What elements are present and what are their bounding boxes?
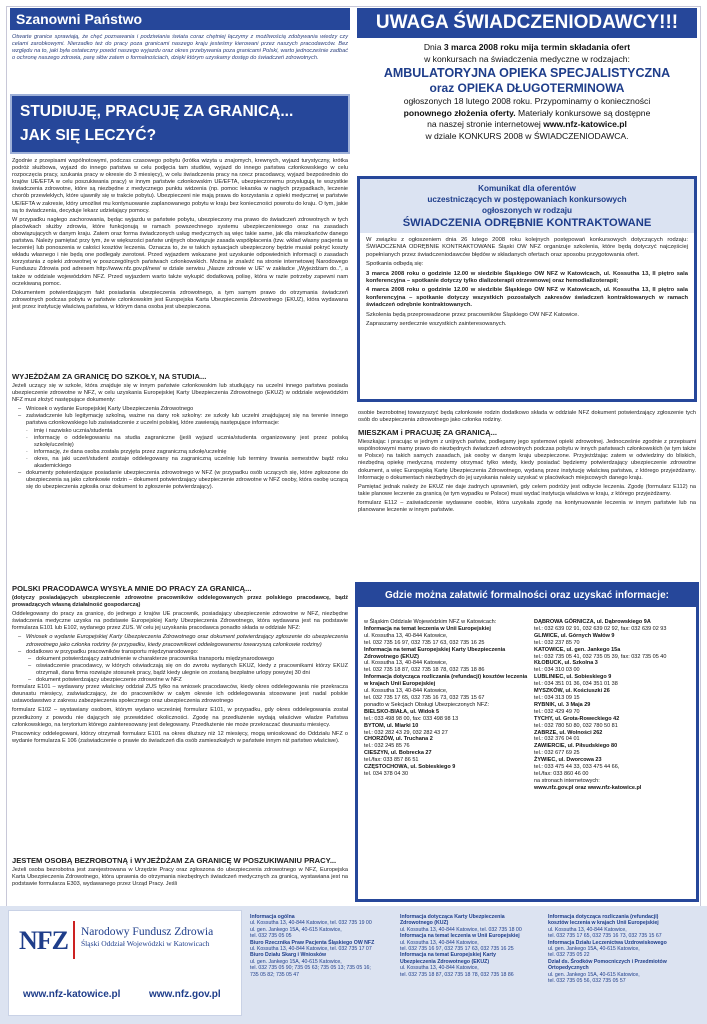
list-item: DĄBROWA GÓRNICZA, ul. Dąbrowskiego 9A: [534, 619, 651, 625]
list-item: Informacja na temat leczenia w Unii Europejskiej: [364, 625, 491, 632]
list-item: ul. Kossutha 13, 40-844 Katowice, tel. 032 735 19 00: [250, 920, 372, 927]
gdzie-title-bar: [358, 585, 696, 607]
list-item: – zaświadczenie lub legitymację szkolną, ważne na dany rok szkolny: ze szkoły lub uczelni znajdującej się na terenie innego państwa członkowskiego lub zaświadczenie z uczelni polskiej, które zawierają następujące informacje:: [20, 413, 348, 427]
nfz-logo: NFZ: [19, 926, 68, 955]
list-item: – dokument potwierdzający zatrudnienie w charakterze pracownika transportu międzynarodowego: [30, 656, 348, 663]
pracodawca-section: POLSKI PRACODAWCA WYSYŁA MNIE DO PRACY ZA GRANICĄ... (dotyczy posiadających ubezpieczenie zdrowotne pracowników oddelegowanych przez polskiego pracodawcę, bądź prowadzących własną działalność gospodarczą) Oddelegowany do pracy za granicę, do jednego z krajów UE pracownik, posiadający ubezpieczenie zdrowotne w NFZ, niezbędne świadczenia medyczne uzyska na podstawie Europejskiej Karty Ubezpieczenia Zdrowotnego, która wydawana jest na podstawie formularza E101 lub E102, wydanego przez ZUS. W celu jej uzyskania pracodawca ponadto składa w oddziale NFZ: – Wniosek o wydanie Europejskiej Karty Ubezpieczenia Zdrowotnego oraz dokument potwierdzający zgłoszenie do ubezpieczenia zdrowotnego jako członka rodziny (w przypadku, kiedy pracownikowi oddelegowanemu towarzyszą członkowie rodziny) – dodatkowo w przypadku pracowników transportu międzynarodowego: – dokument potwierdzający zatrudnienie w charakterze pracownika transportu międzynarodowego – oświadczenie pracodawcy, w których oświadczają się on do zwrotu wydanych EKUZ, kiedy z pracownikami którzy EKUZ otrzymali, dana firma rozwiąże stosunek pracy, bądź kiedy ulegnie on zostaną bezpłatne urlopy powyżej 30 dni – dokument potwierdzający ubezpieczenie zdrowotne w NFZ formularz E101 – wydawany przez właściwy oddział ZUS tylko na wniosek pracodawców, kiedy okres oddelegowania nie przekracza dwunastu miesięcy, zaświadczający, że do pracowników w całym okresie ich oddelegowania stosowane jest nadal polskie ustawodawstwo z zakresu zabezpieczenia społecznego oraz ubezpieczenia zdrowotnego formularz E102 – wystawiany osobom, którym wydano wcześniej formularz E101, w przypadku, gdy okres oddelegowania został przedłużony z powodu nie dających się przewidzieć okoliczności. Zgodę na przedłużenie wydają właściwe władze Państwa członkowskiego, na terytorium którego zainteresowany jest delegowany. Przedłużenie nie może przekraczać dwunastu miesięcy. Pracownicy oddelegowani, którzy otrzymali formularz E101 na okres dłuższy niż 12 miesięcy, mogą wnioskować do Oddziału NFZ o wydanie formularza E 106 (zaświadczenie o prawie do świadczeń dla osób zamieszkałych w państwie innym niż państwo właściwe).: [12, 580, 348, 747]
szkola-section: WYJEŻDŻAM ZA GRANICĘ DO SZKOŁY, NA STUDIA... Jeżeli uczący się w szkole, która znajduje się w innym państwie członkowskim lub studiujący na uczelni innego państwa posiada ubezpieczenie zdrowotne w NFZ, w celu uzyskania Europejskiej Karty Ubezpieczenia Zdrowotnego (EKUZ) w oddziale wojewódzkim NFZ musi złożyć następujące dokumenty: – Wniosek o wydanie Europejskiej Karty Ubezpieczenia Zdrowotnego – zaświadczenie lub legitymację szkolną, ważne na dany rok szkolny: ze szkoły lub uczelni znajdującej się na terenie innego państwa członkowskiego lub zaświadczenie z uczelni polskiej, które zawierają następujące informacje: · imię i nazwisko ucznia/studenta · informację o oddelegowaniu na studia zagraniczne (jeśli wyjazd ucznia/studenta organizowany jest przez polską szkołę/uczelnię) · informację, że dana osoba została przyjęta przez zagraniczną szkołę/uczelnię · okres, na jaki uczeń/student zostaje oddelegowany na zagraniczną uczelnię lub terminy trwania semestrów bądź roku akademickiego – dokumenty potwierdzające posiadanie ubezpieczenia zdrowotnego w NFZ (w przypadku osób uczących się, które zgłoszone do ubezpieczenia są jako członkowie rodzin – dokument potwierdzający ubezpieczenie zdrowotne w NFZ osoby, która osobę uczącą się do ubezpieczenia zgłosiła oraz dokument to zgłoszenie potwierdzający).: [12, 368, 348, 491]
contacts-right: [534, 619, 696, 792]
komunikat-title: ŚWIADCZENIA ODRĘBNIE KONTRAKTOWANE: [402, 217, 652, 229]
contacts-left: [364, 619, 532, 778]
list-item: na stronach internetowych:: [534, 777, 600, 784]
list-item: · okres, na jaki uczeń/student zostaje oddelegowany na zagraniczną uczelnię lub terminy trwania semestrów bądź roku akademickiego: [28, 456, 348, 470]
uwaga-title-bar: [357, 8, 697, 38]
uwaga-big-2: oraz OPIEKA DŁUGOTERMINOWA: [429, 81, 625, 96]
list-item: Informacja Działu Leczenictwa Uzdrowiskowego: [548, 939, 667, 946]
list-item: Informacja na temat Europejskiej Karty: [400, 952, 497, 959]
studiuje-header: [10, 94, 350, 154]
list-item: Informacja dotycząca rozliczania (refundacji): [548, 914, 659, 920]
greeting-text: Otwarte granice sprawiają, że chęć poznawania i podziwiania świata coraz chętniej łączymy z możliwością zdobywania wiedzy czy celami zarobkowymi. Nierzadko też do pracy poza granicami naszego kraju jesteśmy kierowani przez naszych pracodawców. Bez względu na to, jaki była ostateczny powód naszego wyjazdu oraz okres przebywania poza granicami Polski, warto jednocześnie zadbać o ochronę naszego zdrowia, parę słów zatem o formalnościach, dzięki którym uzyskamy dostęp do świadczeń zdrowotnych.: [12, 34, 348, 62]
list-item: tel. 032 735 17 65, 032 735 16 73, 032 735 15 67: [364, 694, 485, 701]
footer-col-1: [250, 914, 396, 978]
list-item: ul. Kossutha 13, 40-844 Katowice, tel. 032 735 18 00: [400, 926, 522, 933]
list-item: tel.: 032 237 85 70: [534, 639, 580, 646]
list-item: tel.: 034 310 03 00: [534, 667, 580, 674]
uwaga-title: UWAGA ŚWIADCZENIODAWCY!!!: [375, 12, 679, 33]
org-branch: Śląski Oddział Wojewódzki w Katowicach: [81, 939, 210, 948]
list-item: ZAWIERCIE, ul. Piłsudskiego 80: [534, 743, 618, 750]
list-item: · imię i nazwisko ucznia/studenta: [28, 428, 348, 435]
list-item: tel. 034 378 04 30: [364, 770, 409, 777]
list-item: ŻYWIEC, ul. Dworcowa 23: [534, 757, 602, 764]
list-item: Informacja dotycząca Karty Ubezpieczenia: [400, 914, 505, 920]
list-item: 735 05 82; 735 05 47: [250, 971, 300, 978]
szkola-title: WYJEŻDŻAM ZA GRANICĘ DO SZKOŁY, NA STUDIA...: [12, 372, 207, 381]
list-item: tel.: 032 282 43 29, 032 282 43 27: [364, 729, 448, 736]
list-item: KATOWICE, ul. gen. Jankego 15a: [534, 646, 621, 653]
list-item: ul. gen. Jankego 15A, 40-615 Katowice,: [250, 958, 342, 965]
list-item: tel.: 032 677 69 25: [534, 750, 580, 757]
list-item: Informacja na temat leczenia w Unii Europejskiej: [400, 933, 520, 940]
list-item: tel.: 032 376 04 01: [534, 736, 580, 743]
list-item: TYCHY, ul. Grota-Roweckiego 42: [534, 715, 620, 722]
list-item: LUBLINIEC, ul. Sobieskiego 9: [534, 674, 612, 681]
komunikat-header: Komunikat dla oferentów uczestniczących w postępowaniach konkursowych ogłoszonych w rodzaju ŚWIADCZENIA ODRĘBNIE KONTRAKTOWANE: [360, 179, 694, 233]
list-item: tel./fax: 033 857 86 51: [364, 757, 419, 764]
list-item: tel.: 032 639 02 91, 032 639 02 92, fax: 032 639 02 93: [534, 625, 667, 632]
greeting-title: Szanowni Państwo: [16, 11, 143, 27]
list-item: tel. 032 735 05 22: [548, 952, 590, 959]
list-item: Informacja dotycząca rozliczania (refundacji) kosztów leczenia w krajach Unii Europejskiej: [364, 674, 528, 688]
footer-col-2: [400, 914, 546, 978]
list-item: tel. 032 735 05 90; 735 05 63; 735 05 13; 735 05 16;: [250, 965, 371, 972]
list-item: ul. Kossutha 13, 40-844 Katowice, tel. 032 735 17 07: [250, 946, 372, 953]
gdzie-box: [355, 582, 699, 902]
mieszkam-title: MIESZKAM i PRACUJĘ ZA GRANICĄ...: [358, 428, 497, 438]
list-item: Biuro Działu Skarg i Wniosków: [250, 952, 327, 959]
list-item: ul. gen. Jankego 15A, 40-615 Katowice,: [548, 971, 640, 978]
list-item: GLIWICE, ul. Górnych Wałów 9: [534, 632, 615, 639]
list-item: – Wniosek o wydanie Europejskiej Karty Ubezpieczenia Zdrowotnego oraz dokument potwierdzający zgłoszenie do ubezpieczenia zdrowotnego jako członka rodziny (w przypadku, kiedy pracownikowi oddelegowanemu towarzyszą członkowie rodziny): [20, 634, 348, 648]
nfz-gov-website-link[interactable]: www.nfz.gov.pl: [149, 989, 221, 1000]
list-item: ul. gen. Jankego 15A, 40-615 Katowice,: [250, 926, 342, 933]
list-item: ul. Kossutha 13, 40-844 Katowice,: [548, 926, 627, 933]
list-item: ul. Kossutha 13, 40-844 Katowice,: [400, 965, 479, 972]
nfz-katowice-website-link[interactable]: www.nfz-katowice.pl: [23, 989, 121, 1000]
list-item: ponadto w Sekcjach Obsługi Ubezpieczonych NFZ:: [364, 701, 490, 708]
list-item: Ortopedycznych: [548, 965, 589, 972]
studiuje-body: Zgodnie z przepisami wspólnotowymi, podczas czasowego pobytu (krótka wizyta u znajomych, krewnych, wyjazd turystyczny, krótka podróż służbowa, wyjazd do innego państwa w celu podjęcia tam studiów, wyjazd do innego państwa członkowskiego w celu rozpoczęcia pracy, szukania pracy w okresie do 3 miesięcy), w celu świadczenia pracy na rzecz pracodawcy, wyjazd bezpośrednio do krajów UE/EFTA w celu poszukiwania pracy) w innym państwie członkowskim UE/EFTA, ubezpieczonemu przysługują te wszystkie świadczenia zdrowotne, które są niezbędne z medycznego punktu widzenia (np. pomoc lekarska w nagłych przypadkach, leczenie chorób przewlekłych, które ujawniły się w trakcie pobytu). Ubezpieczeni nie mają prawa do korzystania z opieki medycznej w państwie UE/EFTA w zakresie, który umożliwi mu kontynuowanie zaplanowanego pobytu w kraju bez konieczności powrotu do kraju. O tym, jakie są to świadczenia, decyduje lekarz udzielający pomocy. W przypadku nagłego zachorowania, będąc wyjazdu w państwie pobytu, ubezpieczony ma prawo do świadczeń zdrowotnych w tych placówkach służby zdrowia, które funkcjonują w ramach powszechnego systemu ubezpieczeniowego oraz na zasadach obowiązujących w danym kraju. Zatem oraz forma świadczonych usług medycznych są więc takie same, jak dla mieszkańców danego państwa. Należy pamiętać przy tym, że w większości państw unijnych obowiązuje zasada współpłacenia (tzw. wkład własny pacjenta w leczenie) lub ponoszenia w całości kosztów leczenia. Oznacza to, że w takich sytuacjach ubezpieczony będzie musiał pokryć koszty wkładu własnego i nie będą one podlegały zwrotowi. Przed wyjazdem wskazane jest uzyskanie odpowiednich informacji o zasadach korzystania z opieki zdrowotnej w poszczególnych państwach członkowskich. Można je znaleźć na stronie internetowej Narodowego Funduszu Zdrowia pod adresem http://www.nfz.gov.pl/new/ w dziale serwisu „Nasze zdrowie w UE” w zakładce „Wyjeżdżam do..”, a także w oddziale wojewódzkim NFZ. Przed wyjazdem warto także wykupić dodatkową polisę, która w razie potrzeby zapewni nam oczekiwaną pomoc. Dokumentem potwierdzającym fakt posiadania ubezpieczenia zdrowotnego, a tym samym prawo do otrzymania świadczeń zdrowotnych podczas pobytu w państwie członkowskim jest Europejska Karta Ubezpieczenia Zdrowotnego (EKUZ), która wydawana jest przez instytucję właściwą państwa, w którym dana osoba jest ubezpieczona.: [12, 158, 348, 310]
mieszkam-section: osobie bezrobotnej towarzyszyć będą członkowie rodzin dodatkowo składa w oddziale NFZ dokument potwierdzający zgłoszenie tych osób do ubezpieczenia zdrowotnego jako członka rodziny. MIESZKAM i PRACUJĘ ZA GRANICĄ... Mieszkając i pracując w jednym z unijnych państw, podlegamy jego systemowi opieki zdrowotnej. Jednocześnie zgodnie z przepisami wspólnotowymi mamy prawo do niezbędnych świadczeń zdrowotnych podczas pobytu w innych państwach członkowskich (w tym także w Polsce) na takich samych zasadach, jak osoby w danym kraju ubezpieczone. Przyjeżdżając zatem w odwiedziny do bliskich, niezbędną opiekę medyczną możemy otrzymać tylko wtedy, kiedy posiadać będziemy potwierdzający ubezpieczenie zdrowotne dokument, a więc Europejską Kartę Ubezpieczenia Zdrowotnego, wydaną przez instytucję właściwą państwa, z którego przyjeżdżamy. Informację o dokumentach niezbędnych do jej uzyskania należy uzyskać w placówkach miejscowych danego kraju. Pamiętać jednak należy że EKUZ nie daje żadnych uprawnień, gdy celem podróży jest odbycie leczenia. Zgodę (formularz E112) na takie planowe leczenie za granicą (w tym wypadku w Polsce) musi wydać instytucja właściwa w kraju, z którego przyjeżdżamy. formularz E112 – zaświadczenie wydawane osobie, która uzyskała zgodę na kontynuowanie leczenia w innym państwie lub na planowane leczenie w innym państwie.: [358, 410, 696, 514]
list-item: Zdrowotnego (KUZ): [400, 920, 449, 927]
list-item: tel.: 032 780 50 80, 032 780 50 81: [534, 722, 618, 729]
logo-divider: [73, 921, 75, 959]
list-item: Biuro Rzecznika Praw Pacjenta Śląskiego OW NFZ: [250, 939, 375, 946]
list-item: tel.: 032 245 85 76: [364, 743, 410, 750]
uwaga-text: Dnia 3 marca 2008 roku mija termin składania ofert w konkursach na świadczenia medyczne w rodzajach: AMBULATORYJNA OPIEKA SPECJALISTYCZNA oraz OPIEKA DŁUGOTERMINOWA ogłoszonych 18 lutego 2008 roku. Przypominamy o konieczności ponownego złożenia oferty. Materiały konkursowe są dostępne na naszej stronie internetowej www.nfz-katowice.pl w dziale KONKURS 2008 w ŚWIADCZENIODAWCA.: [357, 42, 697, 143]
list-item: tel. 032 735 16 97, 032 735 17 63, 032 735 16 25: [400, 946, 514, 953]
list-item: tel./fax: 033 860 46 00: [534, 770, 589, 777]
list-item: CZĘSTOCHOWA, ul. Sobieskiego 9: [364, 764, 456, 771]
list-item: kosztów leczenia w krajach Unii Europejskiej: [548, 920, 659, 927]
gdzie-title: Gdzie można załatwić formalności oraz uzyskać informacje:: [385, 590, 669, 601]
list-item: CHORZÓW, ul. Truchana 2: [364, 736, 433, 743]
studiuje-title-2: JAK SIĘ LECZYĆ?: [20, 127, 157, 144]
list-item: Informacja na temat Europejskiej Karty Ubezpieczenia Zdrowotnego (EKUZ): [364, 646, 506, 660]
list-item: ul. gen. Jankego 15A, 40-615 Katowice,: [548, 946, 640, 953]
list-item: www.nfz.gov.pl oraz www.nfz-katowice.pl: [534, 784, 642, 791]
list-item: – Wniosek o wydanie Europejskiej Karty Ubezpieczenia Zdrowotnego: [20, 406, 348, 413]
list-item: ZABRZE, ul. Wolności 262: [534, 729, 603, 736]
list-item: ul. Kossutha 13, 40-844 Katowice,: [364, 688, 448, 695]
list-item: tel.: 034 313 09 15: [534, 694, 580, 701]
list-item: KŁOBUCK, ul. Szkolna 3: [534, 660, 598, 667]
pracodawca-title: POLSKI PRACODAWCA WYSYŁA MNIE DO PRACY ZA GRANICĄ...: [12, 584, 252, 593]
list-item: tel. 032 735 18 87, 032 735 18 78, 032 735 18 86: [400, 971, 514, 978]
list-item: RYBNIK, ul. 3 Maja 29: [534, 701, 591, 708]
list-item: Ubezpieczenia Zdrowotnego (EKUZ): [400, 958, 490, 965]
list-item: tel. 032 735 18 87, 032 735 18 78, 032 735 18 86: [364, 667, 485, 674]
list-item: tel. 032 735 17 65, 032 735 16 73, 032 735 15 67: [548, 933, 662, 940]
org-name: Narodowy Fundusz Zdrowia: [81, 926, 214, 938]
komunikat-box: Komunikat dla oferentów uczestniczących w postępowaniach konkursowych ogłoszonych w rodzaju ŚWIADCZENIA ODRĘBNIE KONTRAKTOWANE W związku z ogłoszeniem dnia 26 lutego 2008 roku kolejnych postępowań konkursowych dotyczących rodzaju: ŚWIADCZENIA ODRĘBNIE KONTRAKTOWANE Śląski OW NFZ organizuje szkolenia, które będą dotyczyć najczęściej popełnianych przez świadczeniodawców błędów w składanych ofertach oraz sposobu przygotowania ofert. Spotkania odbędą się: 3 marca 2008 roku o godzinie 12.00 w siedzibie Śląskiego OW NFZ w Katowicach, ul. Kossutha 13, II piętro sala konferencyjna – spotkanie dotyczy tylko dializoterapii otrzewnowej oraz hemodializoterapii; 4 marca 2008 roku o godzinie 12.00 w siedzibie Śląskiego OW NFZ w Katowicach, ul. Kossutha 13, II piętro sala konferencyjna – spotkanie dotyczy wszystkich pozostałych zakresów świadczeń kontraktowanych w ramach świadczeń odrębnie kontraktowanych. Szkolenia będą przeprowadzone przez pracowników Śląskiego OW NFZ Katowice. Zapraszamy serdecznie wszystkich zainteresowanych.: [357, 176, 697, 402]
list-item: tel. 032 735 16 97, 032 735 17 63, 032 735 16 25: [364, 639, 485, 646]
list-item: – dokument potwierdzający ubezpieczenie zdrowotne w NFZ: [30, 677, 348, 684]
list-item: tel.: 032 429 49 70: [534, 708, 580, 715]
footer-logo-panel: [8, 910, 242, 1016]
list-item: · informację o oddelegowaniu na studia zagraniczne (jeśli wyjazd ucznia/studenta organizowany jest przez polską szkołę/uczelnię): [28, 435, 348, 449]
bezrobotny-section: JESTEM OSOBĄ BEZROBOTNĄ i WYJEŻDŻAM ZA GRANICĘ W POSZUKIWANIU PRACY... Jeżeli osoba bezrobotna jest zarejestrowana w Urzędzie Pracy oraz zgłoszona do ubezpieczenia zdrowotnego w NFZ, Europejska Karta Ubezpieczenia Zdrowotnego, która uprawnia do otrzymania niezbędnych świadczeń medycznych za granicą, wystawiana jest na podstawie formularza E303, wydawanego przez Urząd Pracy. Jeśli: [12, 856, 348, 888]
list-item: tel.: 033 498 98 00, fax: 033 498 98 13: [364, 715, 459, 722]
list-item: BIELSKO-BIAŁA, ul. Widok 5: [364, 708, 440, 715]
list-item: ul. Kossutha 13, 40-844 Katowice,: [364, 660, 448, 667]
list-item: Informacja ogólna: [250, 914, 295, 920]
list-item: MYSZKÓW, ul. Kościuszki 26: [534, 688, 610, 695]
list-item: tel.: 034 351 01 36, 034 351 01 38: [534, 681, 618, 688]
list-item: BYTOM, ul. Miarki 10: [364, 722, 419, 729]
bezrobotny-title: JESTEM OSOBĄ BEZROBOTNĄ i WYJEŻDŻAM ZA GRANICĘ W POSZUKIWANIU PRACY...: [12, 856, 337, 865]
list-item: · informację, że dana osoba została przyjęta przez zagraniczną szkołę/uczelnię: [28, 449, 348, 456]
list-item: w Śląskim Oddziale Wojewódzkim NFZ w Katowicach:: [364, 619, 497, 625]
list-item: – dodatkowo w przypadku pracowników transportu międzynarodowego:: [20, 649, 348, 656]
list-item: tel.: 033 475 44 33, 033 475 44 66,: [534, 764, 620, 771]
list-item: CIESZYN, ul. Bobrecka 27: [364, 750, 432, 757]
list-item: ul. Kossutha 13, 40-844 Katowice,: [364, 632, 448, 639]
list-item: ul. Kossutha 13, 40-844 Katowice,: [400, 939, 479, 946]
list-item: tel. 032 735 05 05: [250, 933, 292, 940]
list-item: tel.: 032 735 05 41, 032 735 05 39, fax: 032 735 05 40: [534, 653, 667, 660]
list-item: tel. 032 735 05 56, 032 735 05 57: [548, 978, 626, 985]
list-item: – dokumenty potwierdzające posiadanie ubezpieczenia zdrowotnego w NFZ (w przypadku osób uczących się, które zgłoszone do ubezpieczenia są jako członkowie rodzin – dokument potwierdzający ubezpieczenie zdrowotne w NFZ osoby, która osobę uczącą się do ubezpieczenia zgłosiła oraz dokument to zgłoszenie potwierdzający).: [20, 470, 348, 491]
studiuje-title-1: STUDIUJĘ, PRACUJĘ ZA GRANICĄ...: [20, 103, 294, 120]
footer-col-3: [548, 914, 702, 984]
list-item: – oświadczenie pracodawcy, w których oświadczają się on do zwrotu wydanych EKUZ, kiedy z pracownikami którzy EKUZ otrzymali, dana firma rozwiąże stosunek pracy, bądź kiedy ulegnie on zostaną bezpłatne urlopy powyżej 30 dni: [30, 663, 348, 677]
greeting-title-bar: [10, 8, 350, 30]
list-item: Dział ds. Środków Pomocniczych i Przedmiotów: [548, 958, 667, 965]
nfz-katowice-link[interactable]: www.nfz-katowice.pl: [543, 119, 627, 130]
uwaga-big-1: AMBULATORYJNA OPIEKA SPECJALISTYCZNA: [383, 66, 671, 81]
